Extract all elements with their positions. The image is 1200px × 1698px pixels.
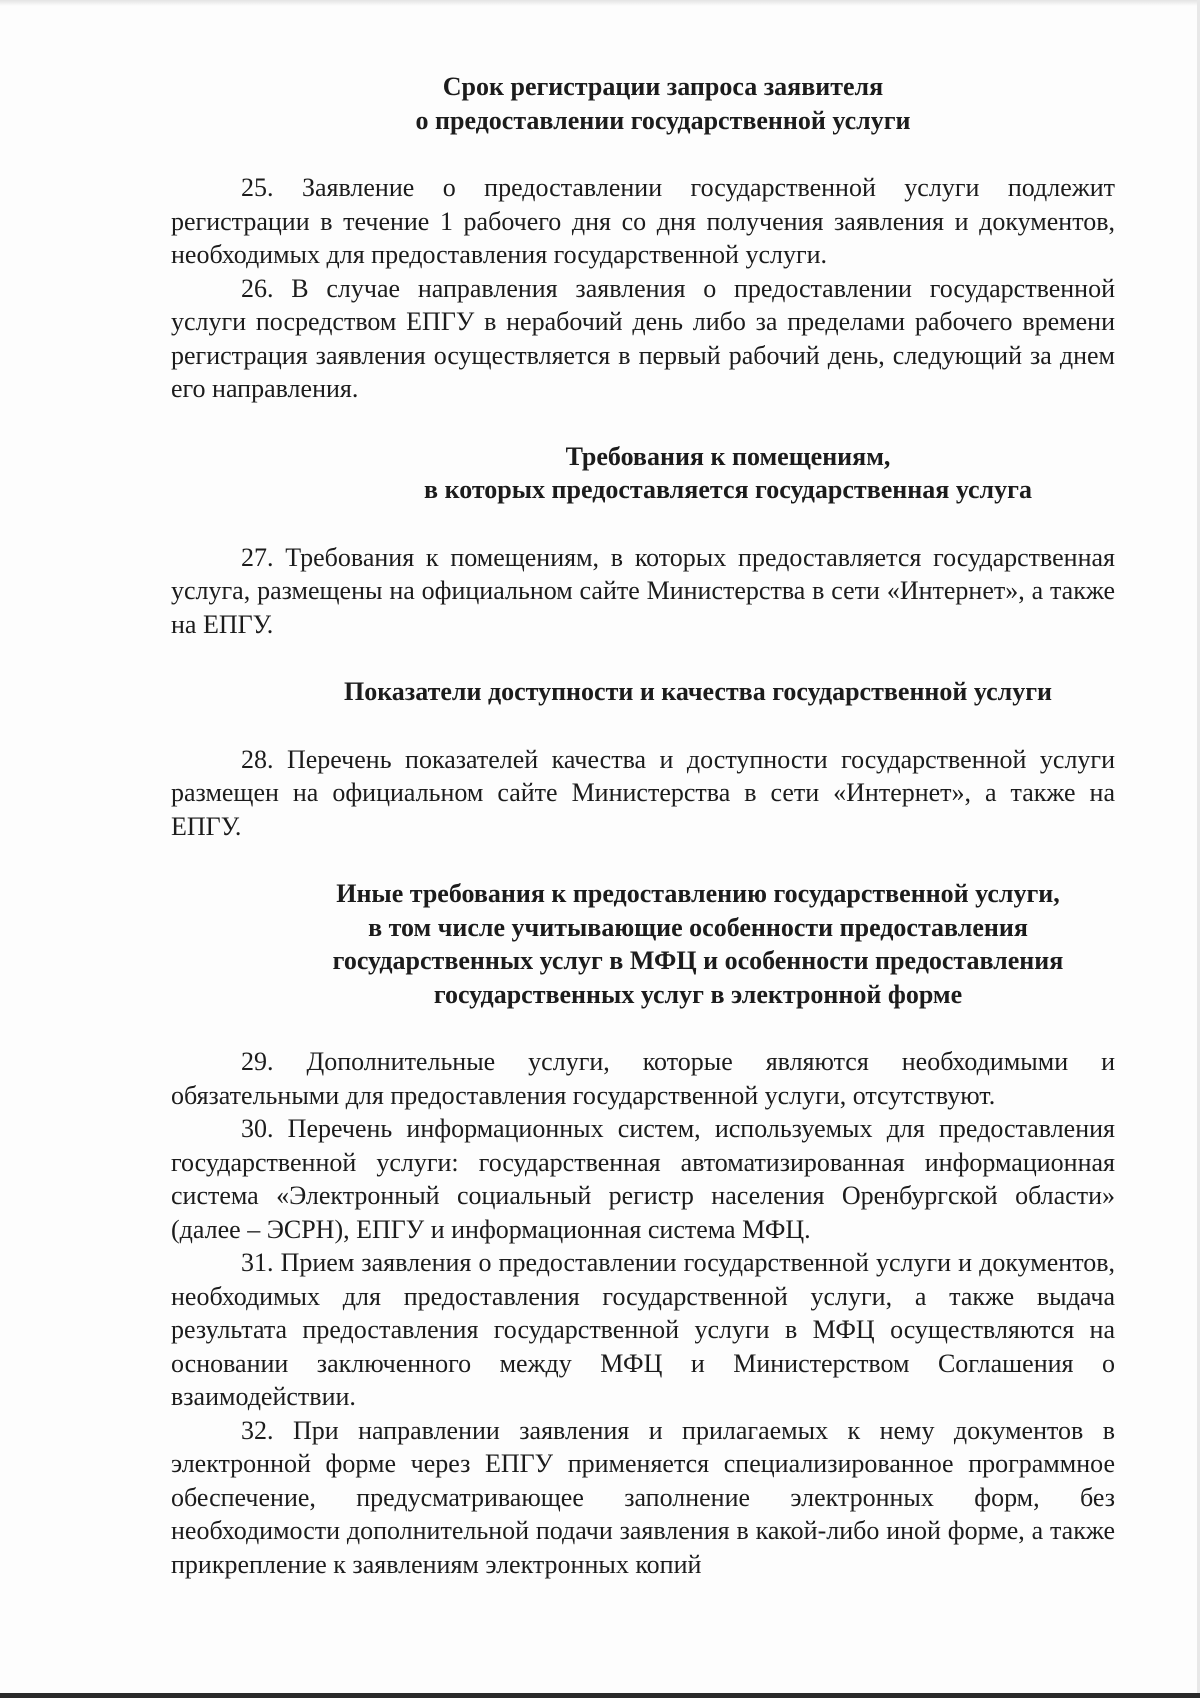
heading-line: в том числе учитывающие особенности предоставления: [368, 912, 1028, 942]
scan-bottom-edge: [0, 1693, 1200, 1698]
heading-line: Требования к помещениям,: [565, 441, 891, 471]
heading-line: государственных услуг в электронной форме: [433, 979, 963, 1009]
section-heading-registration-term: [233, 70, 1093, 137]
heading-line: государственных услуг в МФЦ и особенности предоставления: [332, 946, 1064, 975]
heading-line: Срок регистрации запроса заявителя: [442, 72, 884, 101]
paragraph-30: 30. Перечень информационных систем, используемых для предоставления государственной услуги: государственная автоматизированная информационная система «Электронный социальный регистр населения Оренбургской области» (далее – ЭСРН), ЕПГУ и информационная система МФЦ.: [171, 1114, 1115, 1244]
paragraph-25: 25. Заявление о предоставлении государственной услуги подлежит регистрации в течение 1 рабочего дня со дня получения заявления и документов, необходимых для предоставления государственной услуги.: [171, 173, 1115, 269]
heading-line: о предоставлении государственной услуги: [415, 105, 911, 135]
section-heading-premises-requirements: [311, 440, 1145, 507]
document-body: [171, 70, 1115, 1581]
paragraph-28: 28. Перечень показателей качества и доступности государственной услуги размещен на официальном сайте Министерства в сети «Интернет», а также на ЕПГУ.: [171, 744, 1115, 841]
paragraph-27: 27. Требования к помещениям, в которых предоставляется государственная услуга, размещены на официальном сайте Министерства в сети «Интернет», а также на ЕПГУ.: [171, 542, 1115, 639]
paragraph-26: 26. В случае направления заявления о предоставлении государственной услуги посредством ЕПГУ в нерабочий день либо за пределами рабочего времени регистрация заявления осуществляется в первый рабочий день, следующий за днем его направления.: [171, 273, 1115, 403]
paragraph-29: 29. Дополнительные услуги, которые являются необходимыми и обязательными для предоставления государственной услуги, отсутствуют.: [171, 1047, 1115, 1110]
section-heading-quality-indicators: [271, 675, 1125, 709]
heading-line: Иные требования к предоставлению государственной услуги,: [336, 879, 1060, 908]
heading-line: в которых предоставляется государственная услуга: [424, 475, 1032, 504]
section-heading-other-requirements: [271, 877, 1125, 1011]
heading-line: Показатели доступности и качества государственной услуги: [343, 677, 1053, 706]
paragraph-31: 31. Прием заявления о предоставлении государственной услуги и документов, необходимых для предоставления государственной услуги, а также выдача результата предоставления государственной услуги в МФЦ осуществляются на основании заключенного между МФЦ и Министерством Соглашения о взаимодействии.: [171, 1248, 1115, 1411]
scan-top-shadow: [0, 0, 1200, 6]
paragraph-32: 32. При направлении заявления и прилагаемых к нему документов в электронной форме через ЕПГУ применяется специализированное программное обеспечение, предусматривающее заполнение электронных форм, без необходимости дополнительной подачи заявления в какой-либо иной форме, а также прикрепление к заявлениям электронных копий: [171, 1415, 1115, 1579]
